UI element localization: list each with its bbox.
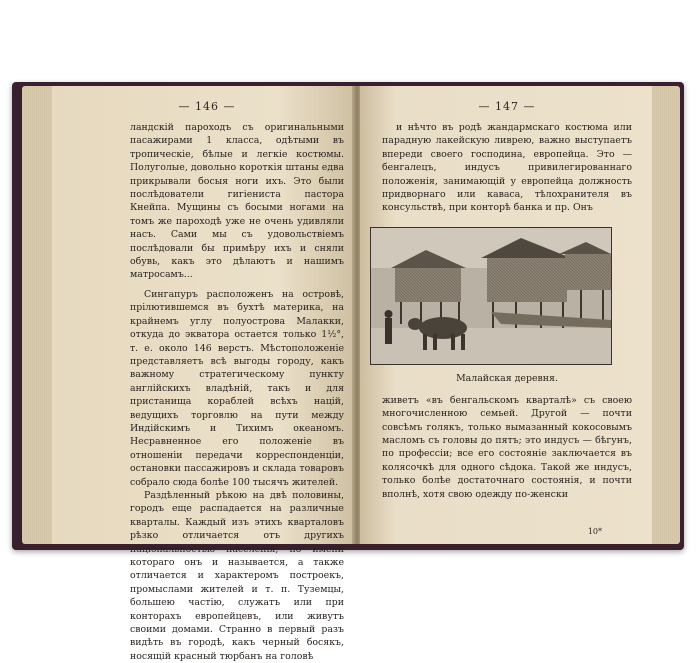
right-page-text-top [382,121,632,215]
page-edges-right [652,86,680,544]
right-page-number: — 147 — [478,100,536,113]
paragraph: и нѣчто въ родѣ жандармскаго костюма или парадную лакейскую ливрею, важно выступаетъ впереди своего господина, европейца. Это — бенгалецъ, индусъ привилегированнаго положенія, занимающій у европейца должность придворнаго или каваса, тѣлохранителя въ консульствѣ, при конторѣ банка и пр. Онъ [382,122,632,214]
paragraph: ландскій пароходъ съ оригинальными пасажирами 1 класса, одѣтыми въ тропическіе, бѣлые и легкіе костюмы. Полуголые, довольно короткія штаны едва прикрывали босыя ноги ихъ. Это были послѣдователи гигіениста пастора Кнейпа. Мущины съ босыми ногами на томъ же пароходѣ уже не очень удивляли насъ. Сами мы съ удовольствіемъ послѣдовали бы примѣру ихъ и сняли обувь, какъ это дѣлаютъ и нашимъ матросамъ... [130,122,344,281]
paragraph: Раздѣленный рѣкою на двѣ половины, городъ еще распадается на различные кварталы. Каждый изъ этихъ кварталовъ рѣзко отличается отъ другихъ національностью населенія, по имени котораго онъ и называется, а также отличается и характеромъ построекъ, промыслами жителей и т. п. Туземцы, большею частію, служатъ или при конторахъ европейцевъ, или живутъ своими домами. Странно в первый разъ видѣть въ городѣ, какъ черный босякъ, носящій красный тюрбанъ на головѣ [130,489,344,662]
paragraph: живетъ «въ бенгальскомъ кварталѣ» съ своею многочисленною семьей. Другой — почти совсѣмъ голякъ, только вымазанный кокосовымъ масломъ съ головы до пятъ; это индусъ — бѣгунъ, по профессіи; все его состояніе заключается въ колясочкѣ для одного сѣдока. Такой же индусъ, только болѣе достаточнаго состоянія, и почти вполнѣ, хотя свою одежду по-женски [382,394,632,500]
left-page-number: — 146 — [178,100,236,113]
page-edges-left [22,86,52,544]
paragraph: Сингапуръ расположенъ на островѣ, прілютившемся въ бухтѣ материка, на крайнемъ углу полуострова Малакки, откуда до экватора остается только 1½°, т. е. около 146 верстъ. Мѣстоположеніе представляетъ всѣ выгоды городу, какъ важному стратегическому пункту англійскихъ владѣній, такъ и для пристанища кораблей всѣхъ націй, ведущихъ торговлю на пути между Индійскимъ и Тихимъ океаномъ. Несравненное его положеніе въ отношеніи передачи корреспонденціи, остановки пассажировъ и склада товаровъ собрало сюда болѣе 100 тысячъ жителей. [130,288,344,488]
left-page-text [130,121,344,663]
right-page-text-bottom [382,394,632,501]
left-page [52,86,354,662]
right-page [360,86,652,544]
figure-caption: Малайская деревня. [456,372,558,384]
signature-mark: 10* [587,527,602,536]
malay-village-illustration [370,227,612,365]
